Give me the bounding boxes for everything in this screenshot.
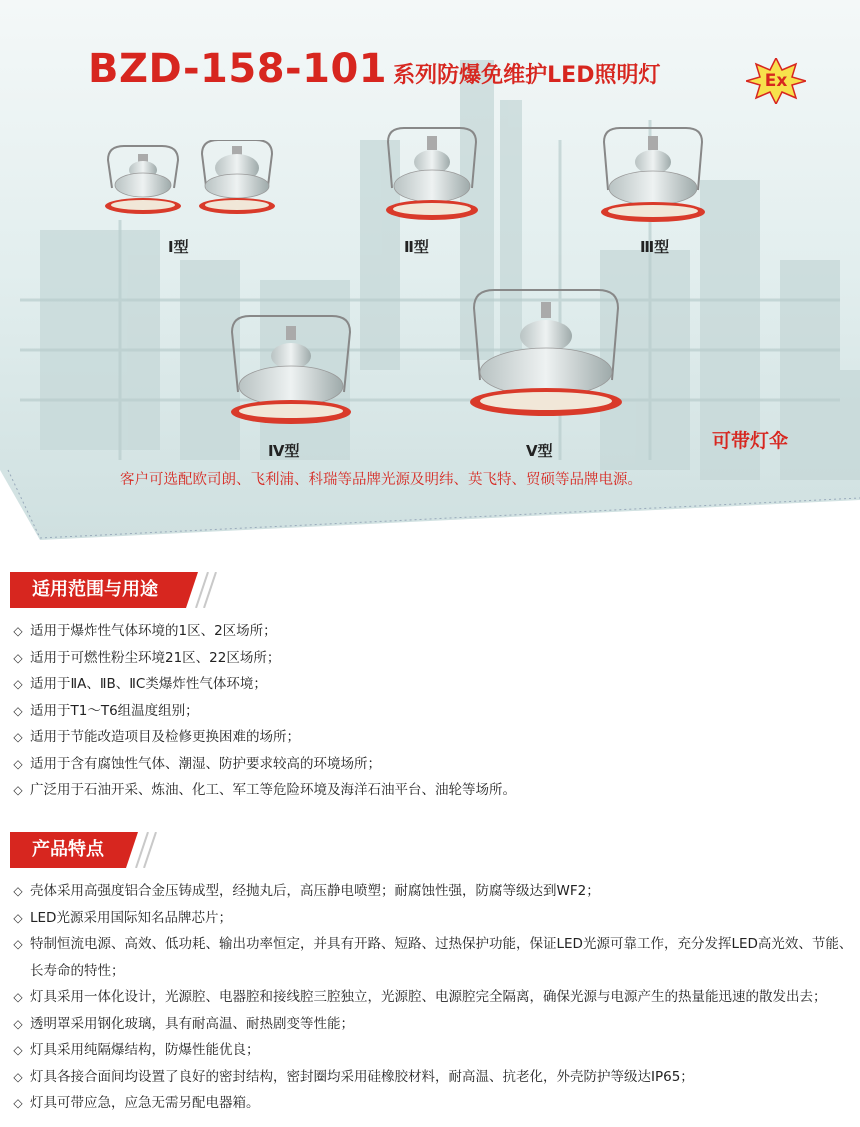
diamond-bullet-icon: ◇ <box>13 624 23 638</box>
usage-list <box>10 618 855 804</box>
list-item-text: 适用于爆炸性气体环境的1区、2区场所； <box>30 623 277 639</box>
features-section-title: 产品特点 <box>32 839 104 860</box>
umbrella-option-note: 可带灯伞 <box>712 430 789 452</box>
list-item-text: 灯具采用纯隔爆结构，防爆性能优良； <box>30 1042 260 1058</box>
list-item-text: 壳体采用高强度铝合金压铸成型，经抛丸后，高压静电喷塑；耐腐蚀性强，防腐等级达到WF2； <box>30 883 600 899</box>
list-item <box>10 931 855 984</box>
list-item <box>10 1037 855 1064</box>
diamond-bullet-icon: ◇ <box>13 756 23 771</box>
usage-section-title: 适用范围与用途 <box>32 579 158 600</box>
list-item <box>10 618 855 645</box>
list-item-text: 特制恒流电源、高效、低功耗、输出功率恒定，并具有开路、短路、过热保护功能，保证LED光源可靠工作，充分发挥LED高光效、节能、长寿命的特性； <box>30 936 853 979</box>
diamond-bullet-icon: ◇ <box>13 937 23 951</box>
list-item-text: 灯具采用一体化设计，光源腔、电器腔和接线腔三腔独立，光源腔、电源腔完全隔离，确保光源与电源产生的热量能迅速的散发出去； <box>30 989 827 1005</box>
diamond-bullet-icon: ◇ <box>13 677 23 691</box>
diamond-bullet-icon: ◇ <box>13 783 23 797</box>
lamp-type-4-image <box>226 312 356 436</box>
list-item-text: 透明罩采用钢化玻璃，具有耐高温、耐热剧变等性能； <box>30 1015 354 1032</box>
list-item <box>10 878 855 905</box>
ex-badge-text: Ex <box>764 71 788 91</box>
list-item-text: 适用于节能改造项目及检修更换困难的场所； <box>30 729 300 745</box>
diamond-bullet-icon: ◇ <box>13 884 23 898</box>
product-title <box>88 46 660 92</box>
diamond-bullet-icon: ◇ <box>13 1096 23 1110</box>
lamp-type-3-label: Ⅲ型 <box>640 238 670 256</box>
diamond-bullet-icon: ◇ <box>13 703 23 718</box>
diamond-bullet-icon: ◇ <box>13 1016 23 1031</box>
hero-banner <box>0 0 860 540</box>
list-item-text: 灯具各接合面间均设置了良好的密封结构，密封圈均采用硅橡胶材料，耐高温、抗老化，外壳防护等级达IP65； <box>30 1068 694 1085</box>
list-item-text: 广泛用于石油开采、炼油、化工、军工等危险环境及海洋石油平台、油轮等场所。 <box>30 782 516 798</box>
list-item <box>10 645 855 672</box>
list-item-text: 适用于T1～T6组温度组别； <box>30 702 199 719</box>
list-item <box>10 698 855 725</box>
features-list <box>10 878 855 1117</box>
list-item <box>10 1011 855 1038</box>
diamond-bullet-icon: ◇ <box>13 730 23 744</box>
list-item-text: 适用于含有腐蚀性气体、潮湿、防护要求较高的环境场所； <box>30 755 381 772</box>
brand-options-note: 客户可选配欧司朗、飞利浦、科瑞等品牌光源及明纬、英飞特、贸硕等品牌电源。 <box>120 472 642 488</box>
diamond-bullet-icon: ◇ <box>13 910 23 925</box>
list-item <box>10 905 855 932</box>
diamond-bullet-icon: ◇ <box>13 990 23 1004</box>
usage-section-header <box>10 572 220 608</box>
lamp-type-1-image <box>104 140 294 234</box>
list-item <box>10 671 855 698</box>
list-item <box>10 724 855 751</box>
lamp-type-5-label: Ⅴ型 <box>526 442 553 460</box>
list-item <box>10 1064 855 1091</box>
list-item <box>10 751 855 778</box>
lamp-type-2-label: Ⅱ型 <box>404 238 429 256</box>
series-name: 系列防爆免维护LED照明灯 <box>393 63 661 88</box>
list-item <box>10 984 855 1011</box>
lamp-type-1-label: Ⅰ型 <box>168 238 189 256</box>
lamp-type-5-image <box>466 284 626 432</box>
diamond-bullet-icon: ◇ <box>13 1069 23 1084</box>
lamp-type-4-label: Ⅳ型 <box>268 442 300 460</box>
list-item-text: 适用于可燃性粉尘环境21区、22区场所； <box>30 649 281 666</box>
diamond-bullet-icon: ◇ <box>13 1043 23 1057</box>
diamond-bullet-icon: ◇ <box>13 650 23 665</box>
list-item-text: 灯具可带应急，应急无需另配电器箱。 <box>30 1095 260 1111</box>
ex-badge-icon <box>746 58 806 104</box>
list-item-text: 适用于ⅡA、ⅡB、ⅡC类爆炸性气体环境； <box>30 676 267 692</box>
lamp-type-3-image <box>598 124 708 232</box>
list-item-text: LED光源采用国际知名品牌芯片； <box>30 909 232 926</box>
features-section-header <box>10 832 220 868</box>
model-number: BZD-158-101 <box>88 46 388 92</box>
lamp-type-2-image <box>382 124 482 232</box>
list-item <box>10 777 855 804</box>
list-item <box>10 1090 855 1117</box>
